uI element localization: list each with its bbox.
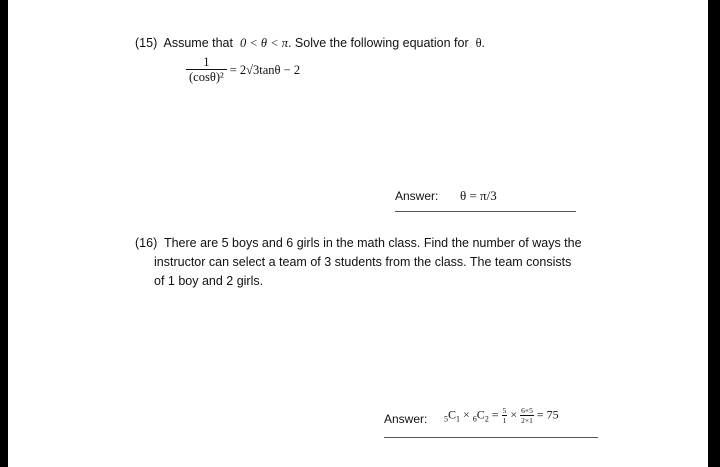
q16-prompt: [135, 234, 605, 291]
q16-frac1-num: 5: [502, 406, 507, 415]
q15-denominator: (cosθ)²: [189, 70, 224, 84]
q16-c1: C: [448, 407, 457, 422]
q16-line3: of 1 boy and 2 girls.: [154, 274, 264, 288]
q16-pre1: 5: [444, 414, 448, 424]
q16-eq1: =: [488, 407, 502, 422]
q16-times1: ×: [460, 407, 473, 422]
q16-result: = 75: [533, 407, 559, 422]
q16-sub1: 1: [456, 414, 461, 424]
q15-rhs: = 2√3tanθ − 2: [229, 62, 301, 77]
q15-prompt-after: . Solve the following equation for: [287, 36, 469, 50]
q16-pre2: 6: [472, 414, 477, 424]
q15-number: (15): [135, 36, 158, 50]
q15-condition: 0 < θ < π: [239, 36, 288, 50]
q16-frac1-den: 1: [502, 416, 507, 425]
q15-answer-value: θ = π/3: [460, 188, 497, 203]
q16-frac2-num: 6×5: [521, 406, 533, 415]
q15-equation: [186, 55, 300, 85]
q16-frac2-den: 2×1: [521, 416, 533, 425]
q15-answer-label: Answer:: [395, 189, 439, 203]
q15-fraction: [186, 55, 227, 85]
q16-line2: instructor can select a team of 3 students from the class. The team consists: [154, 255, 572, 269]
q15-prompt: [135, 34, 485, 53]
q16-answer-label: Answer:: [384, 412, 428, 426]
q15-variable: θ.: [475, 36, 485, 50]
q16-answer-underline: [384, 437, 598, 438]
document-page: [8, 0, 708, 467]
q16-c2: C: [476, 407, 485, 422]
q16-number: (16): [135, 236, 158, 250]
q15-numerator: 1: [186, 55, 227, 70]
q16-sub2: 2: [484, 414, 489, 424]
q15-answer-underline: [395, 211, 576, 212]
q16-answer-value: [444, 406, 559, 425]
q15-prompt-before: Assume that: [163, 36, 233, 50]
q16-frac2: [520, 406, 534, 425]
q16-times2: ×: [507, 407, 521, 422]
q16-line1: There are 5 boys and 6 girls in the math class. Find the number of ways the: [163, 236, 582, 250]
